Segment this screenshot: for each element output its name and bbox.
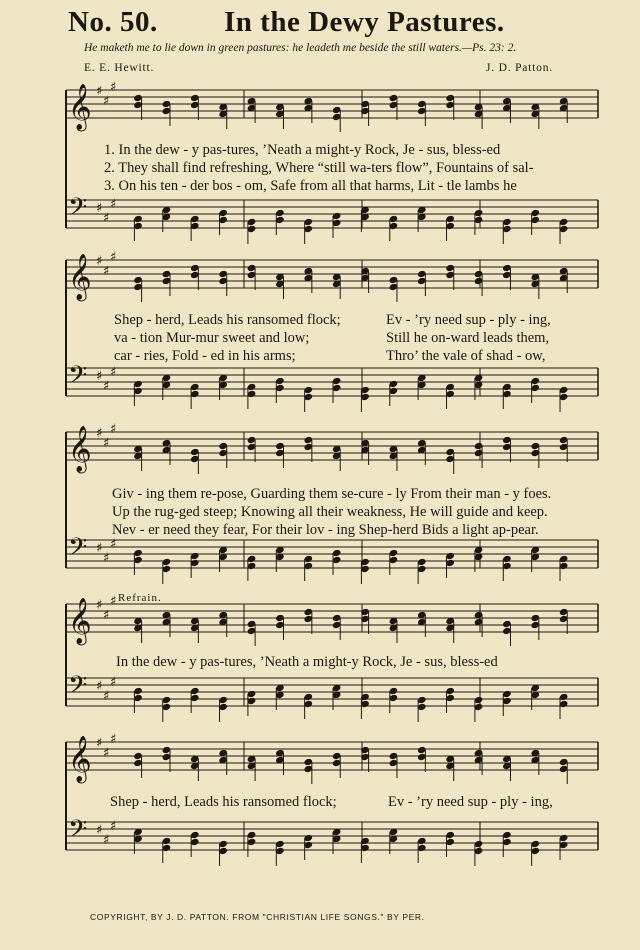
sharp-sign: ♯ <box>96 254 103 269</box>
sharp-sign: ♯ <box>103 833 110 848</box>
lyric-line: 1. In the dew - y pas-tures, ’Neath a might-y Rock, Je - sus, bless-ed <box>104 142 501 158</box>
sharp-sign: ♯ <box>103 689 110 704</box>
bass-clef: 𝄢 <box>68 193 88 228</box>
hymn-title: In the Dewy Pastures. <box>224 6 505 38</box>
lyric-line: 3. On his ten - der bos - om, Safe from all that harms, Lit - tle lambs he <box>104 178 517 194</box>
sharp-sign: ♯ <box>110 422 117 437</box>
treble-clef: 𝄞 <box>68 598 92 644</box>
copyright-notice: COPYRIGHT, BY J. D. PATTON. FROM "CHRISTIAN LIFE SONGS." BY PER. <box>90 912 425 922</box>
sharp-sign: ♯ <box>110 365 117 380</box>
lyric-line: Giv - ing them re-pose, Guarding them se-cure - ly From their man - y foes. <box>112 486 552 502</box>
lyric-line: 2. They shall find refreshing, Where “still wa-ters flow”, Fountains of sal- <box>104 160 534 176</box>
sharp-sign: ♯ <box>110 197 117 212</box>
lyric-line: In the dew - y pas-tures, ’Neath a might-y Rock, Je - sus, bless-ed <box>116 654 498 670</box>
sharp-sign: ♯ <box>96 598 103 613</box>
lyric-line: va - tion Mur-mur sweet and low; <box>114 330 310 346</box>
bass-clef: 𝄢 <box>68 361 88 396</box>
sharp-sign: ♯ <box>103 94 110 109</box>
sharp-sign: ♯ <box>110 250 117 265</box>
sharp-sign: ♯ <box>103 379 110 394</box>
lyric-line: Shep - herd, Leads his ransomed flock; <box>114 312 341 328</box>
lyric-line: Up the rug-ged steep; Knowing all their weakness, He will guide and keep. <box>112 504 548 520</box>
sharp-sign: ♯ <box>110 675 117 690</box>
sharp-sign: ♯ <box>103 211 110 226</box>
sharp-sign: ♯ <box>110 594 117 609</box>
sharp-sign: ♯ <box>103 436 110 451</box>
sharp-sign: ♯ <box>110 537 117 552</box>
sharp-sign: ♯ <box>96 201 103 216</box>
composer-credit: J. D. Patton. <box>486 62 553 74</box>
treble-clef: 𝄞 <box>68 254 92 300</box>
sharp-sign: ♯ <box>96 823 103 838</box>
bass-clef: 𝄢 <box>68 533 88 568</box>
sharp-sign: ♯ <box>103 264 110 279</box>
lyric-line: Thro’ the vale of shad - ow, <box>386 348 546 364</box>
scripture-reference: He maketh me to lie down in green pastures: he leadeth me beside the still waters.—Ps. 23: 2. <box>84 42 517 54</box>
sharp-sign: ♯ <box>96 541 103 556</box>
sharp-sign: ♯ <box>96 736 103 751</box>
sharp-sign: ♯ <box>96 369 103 384</box>
lyric-line: car - ries, Fold - ed in his arms; <box>114 348 296 364</box>
sharp-sign: ♯ <box>110 732 117 747</box>
bass-clef: 𝄢 <box>68 671 88 706</box>
sharp-sign: ♯ <box>103 551 110 566</box>
sharp-sign: ♯ <box>96 679 103 694</box>
sharp-sign: ♯ <box>103 746 110 761</box>
lyric-line: Nev - er need they fear, For their lov - ing Shep-herd Bids a light ap-pear. <box>112 522 539 538</box>
bass-clef: 𝄢 <box>68 815 88 850</box>
treble-clef: 𝄞 <box>68 736 92 782</box>
sharp-sign: ♯ <box>96 84 103 99</box>
treble-clef: 𝄞 <box>68 84 92 130</box>
sharp-sign: ♯ <box>110 819 117 834</box>
lyric-line: Shep - herd, Leads his ransomed flock; <box>110 794 337 810</box>
sharp-sign: ♯ <box>103 608 110 623</box>
hymn-number: No. 50. <box>68 6 158 38</box>
author-credit: E. E. Hewitt. <box>84 62 155 74</box>
lyric-line: Still he on-ward leads them, <box>386 330 550 346</box>
sharp-sign: ♯ <box>96 426 103 441</box>
lyric-line: Ev - ’ry need sup - ply - ing, <box>386 312 551 328</box>
sharp-sign: ♯ <box>110 80 117 95</box>
treble-clef: 𝄞 <box>68 426 92 472</box>
lyric-line: Ev - ’ry need sup - ply - ing, <box>388 794 553 810</box>
refrain-label: Refrain. <box>118 592 162 604</box>
